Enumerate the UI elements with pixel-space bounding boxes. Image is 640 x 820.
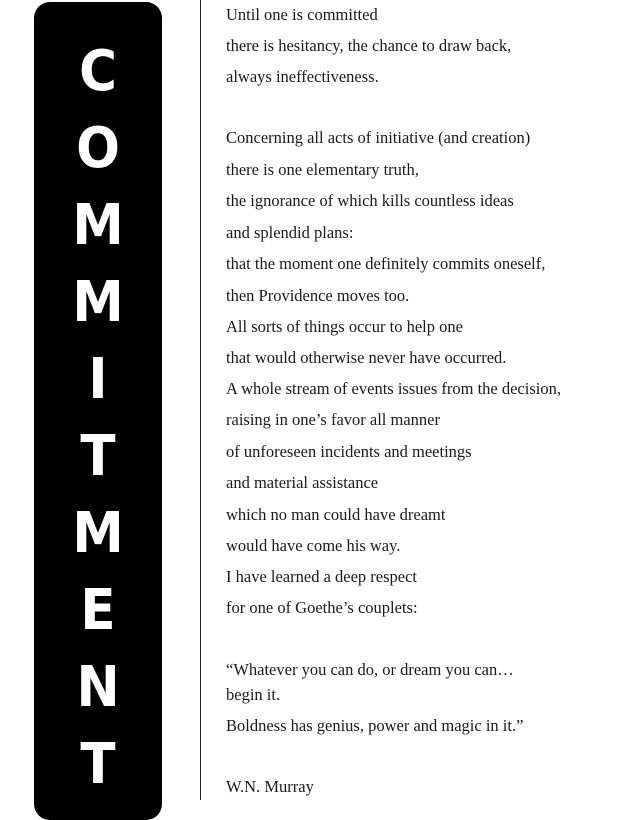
banner-letter: T	[80, 732, 116, 797]
poem-line: “Whatever you can do, or dream you can…	[226, 660, 514, 679]
poem-line: A whole stream of events issues from the decision,	[226, 379, 561, 398]
poem-line: and splendid plans:	[226, 223, 354, 242]
vertical-divider	[200, 0, 201, 800]
banner-letter: N	[76, 655, 120, 720]
poem-line: that the moment one definitely commits oneself,	[226, 254, 546, 273]
poem-line: I have learned a deep respect	[226, 567, 418, 586]
banner-letter: E	[80, 578, 116, 643]
poem-line: then Providence moves too.	[226, 286, 410, 305]
poem-line: there is hesitancy, the chance to draw back,	[226, 36, 512, 55]
poem-line: Boldness has genius, power and magic in it.”	[226, 716, 524, 735]
banner-letter: M	[72, 193, 124, 258]
poem-line: that would otherwise never have occurred.	[226, 348, 507, 367]
poem-line: would have come his way.	[226, 536, 401, 555]
poem-line: Until one is committed	[226, 5, 378, 24]
poem-line: for one of Goethe’s couplets:	[226, 598, 418, 617]
banner-letter: I	[88, 347, 108, 412]
poem-line: Concerning all acts of initiative (and creation)	[226, 128, 531, 147]
poem-line: raising in one’s favor all manner	[226, 410, 440, 429]
poem-line: begin it.	[226, 685, 281, 704]
poem-line: All sorts of things occur to help one	[226, 317, 463, 336]
banner-letter: C	[79, 39, 117, 104]
banner-letter: M	[72, 501, 124, 566]
poem-line: of unforeseen incidents and meetings	[226, 442, 472, 461]
poem-line: there is one elementary truth,	[226, 160, 419, 179]
poem-line: which no man could have dreamt	[226, 505, 446, 524]
poem-line: the ignorance of which kills countless ideas	[226, 191, 514, 210]
commitment-banner	[34, 2, 162, 820]
banner-letter: M	[72, 270, 124, 335]
banner-letter: T	[80, 424, 116, 489]
poem-author: W.N. Murray	[226, 777, 314, 796]
poem-line: and material assistance	[226, 473, 379, 492]
banner-letter: O	[76, 116, 120, 181]
poem-line: always ineffectiveness.	[226, 67, 379, 86]
